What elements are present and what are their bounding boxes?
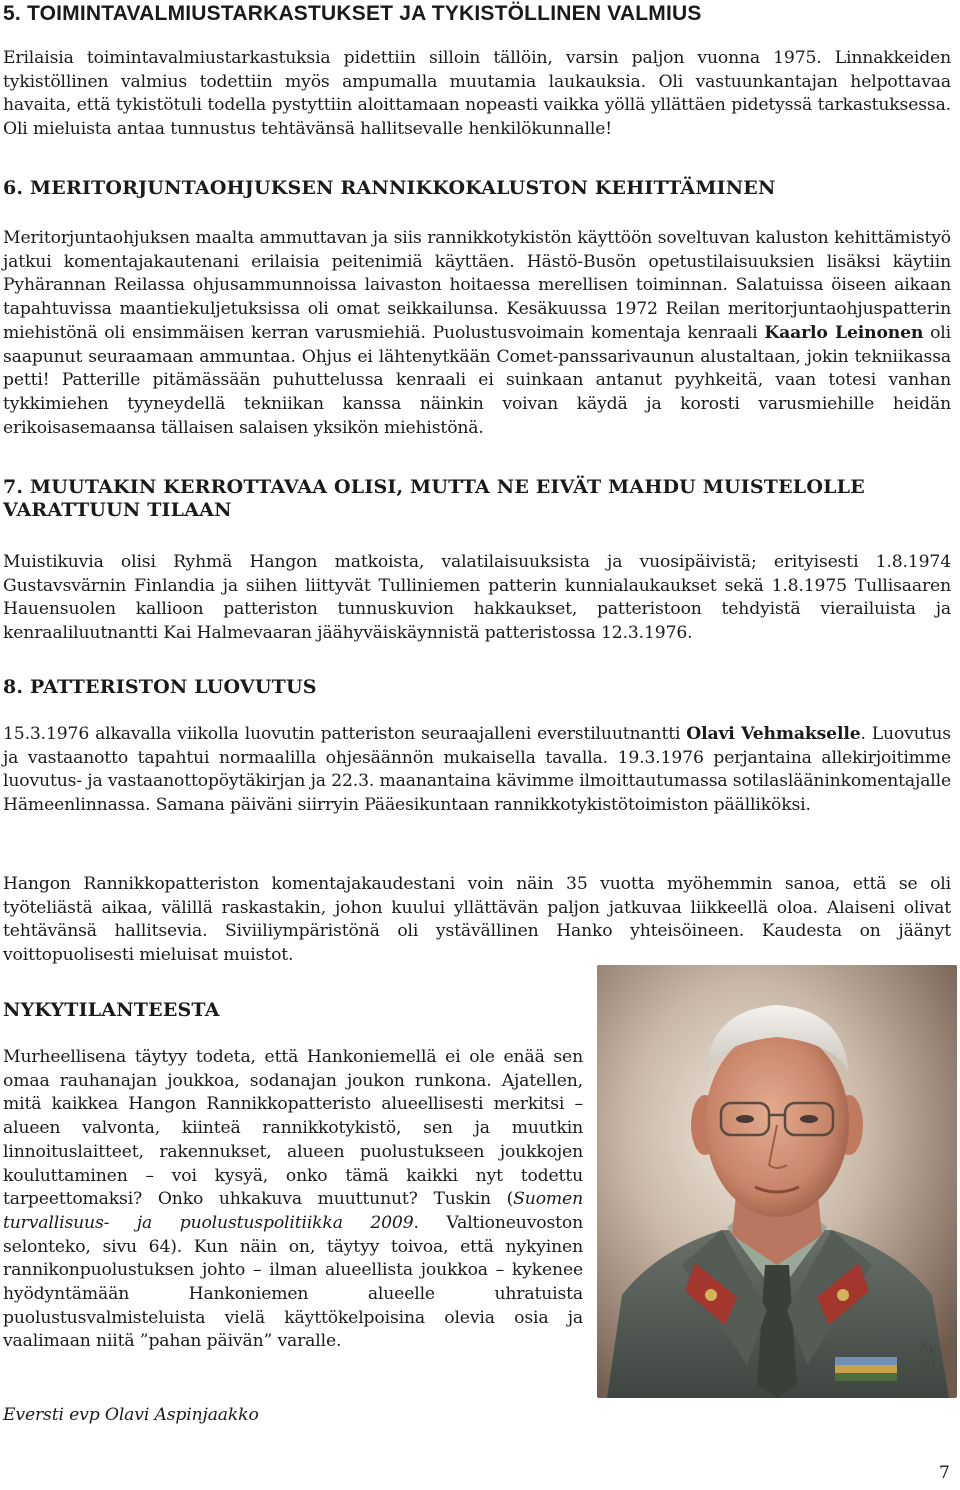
section-8-heading: 8. PATTERISTON LUOVUTUS (3, 676, 317, 698)
nyky-paragraph (3, 1046, 583, 1354)
photo-signature: Ay (919, 1341, 937, 1357)
nyky-citation: Suomen turvallisuus- ja puolustuspolitiikka 2009 (3, 1189, 583, 1233)
person-name-vehmakselle: Olavi Vehmakselle (686, 724, 861, 744)
section-8-text-a: 15.3.1976 alkavalla viikolla luovutin patteriston seuraajalleni everstiluutnantti (3, 724, 687, 744)
section-5-paragraph: Erilaisia toimintavalmiustarkastuksia pidettiin silloin tällöin, varsin paljon vuonna 1975. Linnakkeiden tykistöllinen valmius todettiin myös ampumalla muutamia laukauksia. Oli vastuunkantajan helpottavaa havaita, että tykistötuli todella pystyttiin aloittamaan nopeasti vaikka yöllä yllättäen pidetyssä tarkastuksessa. Oli mieluista antaa tunnustus tehtävänsä hallitsevalle henkilökunnalle! (3, 48, 951, 140)
section-5-body (3, 47, 951, 142)
section-6-body (3, 227, 951, 440)
nyky-text-a: Murheellisena täytyy todeta, että Hankoniemellä ei ole enää sen omaa rauhanajan joukkoa, sodanajan joukon runkona. Ajatellen, mitä kaikkea Hangon Rannikkopatteristo alueellisesti merkitsi – alueen valvonta, kiinteä rannikkotykistö, sen ja muutkin linnoituslaitteet, rakennukset, alueen puolustukseen joukkojen kouluttaminen – voi kysyä, onko tämä kaikki nyt todettu tarpeettomaksi? Onko uhkakuva muuttunut? Tuskin ( (3, 1047, 583, 1210)
section-8-body (3, 723, 951, 818)
author-signature: Eversti evp Olavi Aspinjaakko (3, 1405, 259, 1425)
section-7-heading-line1: 7. MUUTAKIN KERROTTAVAA OLISI, MUTTA NE EIVÄT MAHDU MUISTELOLLE (3, 476, 865, 498)
section-6-heading: 6. MERITORJUNTAOHJUKSEN RANNIKKOKALUSTON KEHITTÄMINEN (3, 177, 776, 199)
page-number: 7 (939, 1463, 950, 1483)
signature-block (3, 1404, 583, 1428)
signature-line (3, 1404, 583, 1428)
section-7-paragraph: Muistikuvia olisi Ryhmä Hangon matkoista, valatilaisuuksista ja vuosipäivistä; erityisesti 1.8.1974 Gustavsvärnin Finlandia ja siihen liittyvät Tulliniemen patterin kunnialaukaukset sekä 1.8.1975 Tullisaaren Hauensuolen kallioon patteriston tunnuskuvion hakkaukset, patteristoon tehdyistä vierailuista ja kenraaliluutnantti Kai Halmevaaran jäähyväiskäynnistä patteristossa 12.3.1976. (3, 552, 951, 644)
nyky-text-b: . Valtioneuvoston selonteko, sivu 64). Kun näin on, täytyy toivoa, että nykyinen rannikonpuolustuksen johto – ilman alueellista joukkoa – kykenee hyödyntämään Hankoniemen alueelle uhratuista puolustusvalmisteluista vielä käyttökelpoisina olevia osia ja vaalimaan niitä ”pahan päivän” varalle. (3, 1212, 583, 1352)
section-8-paragraph-1 (3, 723, 951, 818)
section-5-heading: 5. TOIMINTAVALMIUSTARKASTUKSET JA TYKISTÖLLINEN VALMIUS (3, 2, 702, 25)
photo-signature-year: -01 (919, 1359, 937, 1372)
nyky-heading: NYKYTILANTEESTA (3, 999, 220, 1021)
section-8-body-2 (3, 873, 951, 968)
section-7 (3, 476, 951, 522)
section-7-body (3, 551, 951, 646)
nyky-body (3, 1046, 583, 1354)
section-8 (3, 676, 951, 699)
section-6-text-b: oli saapunut seuraamaan ammuntaa. Ohjus ei lähtenytkään Comet-panssarivaunun alustaltaan, jokin tekniikassa petti! Patterille pitämässään puhuttelussa kenraali ei suinkaan antanut pyyhkeitä, vaan totesi vanhan tykkimiehen tyyneydellä tekniikan kanssa näinkin voivan käydä ja korosti varusmiehille heidän erikoisasemaansa tällaisen salaisen yksikön miehistönä. (3, 322, 951, 438)
section-8-text-b: . Luovutus ja vastaanotto tapahtui normaalilla ohjesäännön mukaisella tavalla. 19.3.1976 perjantaina allekirjoitimme luovutus- ja vastaanottopöytäkirjan ja 22.3. maanantaina kävimme ilmoittautumassa sotilaslääninkomentajalle Hämeenlinnassa. Samana päiväni siirryin Pääesikuntaan rannikkotykistötoimiston päälliköksi. (3, 724, 952, 816)
nyky-section (3, 999, 583, 1022)
section-6-paragraph (3, 227, 951, 440)
section-5 (3, 2, 951, 25)
section-7-heading-line2: VARATTUUN TILAAN (3, 499, 232, 521)
person-name-leinonen: Kaarlo Leinonen (764, 322, 924, 343)
portrait-photo (597, 965, 957, 1398)
section-6 (3, 177, 951, 200)
portrait-image (597, 965, 957, 1398)
section-8-paragraph-2: Hangon Rannikkopatteriston komentajakaudestani voin näin 35 vuotta myöhemmin sanoa, että se oli työteliästä aikaa, välillä raskastakin, johon kuului yllättävän paljon jatkuvaa liikkeellä oloa. Alaiseni olivat tehtävänsä hallitsevia. Siviiliympäristönä oli ystävällinen Hanko yhteisöineen. Kaudesta on jäänyt voittopuolisesti mieluisat muistot. (3, 874, 951, 966)
section-6-text-a: Meritorjuntaohjuksen maalta ammuttavan ja siis rannikkotykistön käyttöön soveltuvan kaluston kehittämistyö jatkui komentajakautenani erilaisia peitenimiä käyttäen. Hästö-Busön opetustilaisuuksien lisäksi käytiin Pyhärannan Reilassa ohjusammunnoissa laivaston hoitaessa merellisen toiminnan. Salatuissa öiseen aikaan tapahtuvissa maantiekuljetuksissa oli omat seikkailunsa. Kesäkuussa 1972 Reilan meritorjuntaohjuspatterin miehistönä oli ensimmäisen kerran varusmiehiä. Puolustusvoimain komentaja kenraali (3, 228, 951, 343)
